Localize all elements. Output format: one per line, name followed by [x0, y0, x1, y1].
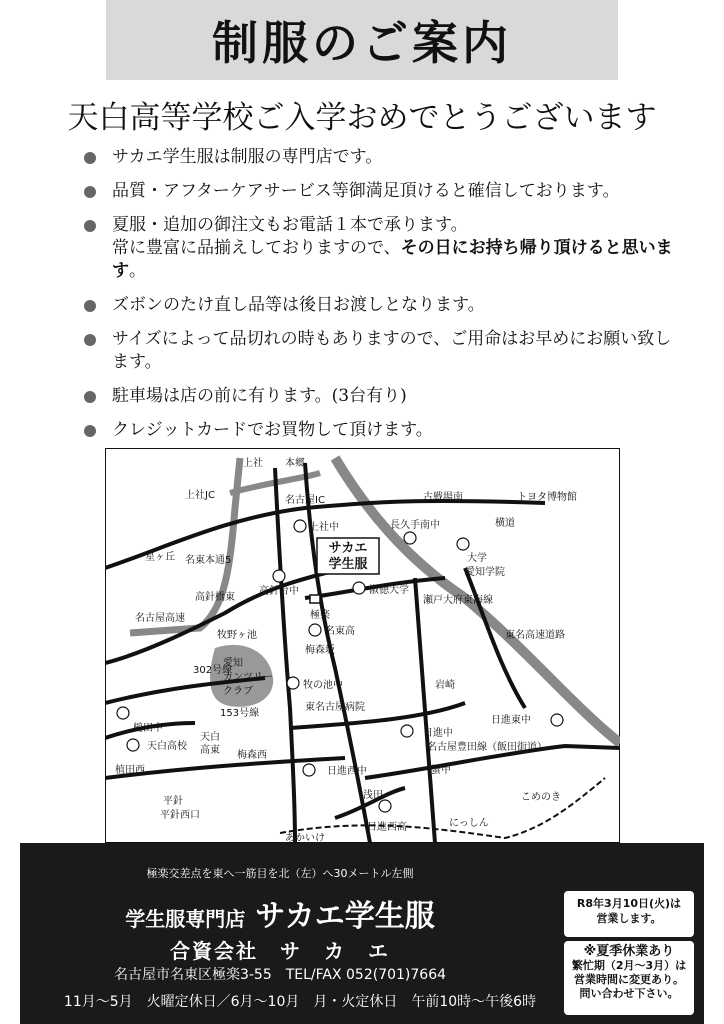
map-label: こめのき [521, 792, 561, 803]
shop-name: サカエ学生服 [255, 899, 435, 934]
business-hours: 11月～5月 火曜定休日／6月～10月 月・火定休日 午前10時～午後6時 [63, 994, 537, 1010]
map-label: 名東高 [325, 626, 355, 637]
list-item: ズボンのたけ直し品等は後日お渡しとなります。 [84, 294, 684, 317]
map-label: にっしん [449, 818, 489, 829]
map-label: あかいけ [285, 833, 325, 843]
map-label: 高東 [200, 745, 220, 756]
notice-line: 問い合わせ下さい。 [579, 987, 679, 1000]
notice-line: R8年3月10日(火)は [576, 897, 682, 910]
notice-title: ※夏季休業あり [583, 944, 675, 959]
map-label: 日進中 [423, 728, 453, 739]
list-item: クレジットカードでお買物して頂けます。 [84, 419, 684, 442]
list-item [84, 214, 684, 283]
map-label: 名東本通5 [185, 555, 232, 566]
address: 名古屋市名東区極楽3-55 TEL/FAX 052(701)7664 [113, 967, 447, 983]
map-label: 蟹甲 [431, 765, 451, 776]
notice-line: 繁忙期（2月～3月）は [571, 959, 687, 972]
map-label: 牧の池中 [303, 680, 343, 691]
map-label: カンツリー [223, 672, 273, 683]
shop-type: 学生服専門店 [125, 907, 246, 931]
notice-line: 営業します。 [596, 912, 662, 925]
shop-label-2: 学生服 [328, 557, 368, 572]
map-label: 植田西 [115, 765, 145, 776]
notice-line: 営業時間に変更あり。 [574, 973, 684, 986]
map-label: 梅森西 [237, 750, 267, 761]
list-item-line: 夏服・追加の御注文もお電話１本で承ります。 [112, 215, 468, 235]
map-label: 横道 [495, 518, 515, 529]
map-label: 本郷 [285, 458, 305, 469]
map-label: 名古屋豊田線（飯田街道） [427, 742, 547, 753]
map-label: 名古屋IC [285, 495, 325, 506]
map-label: クラブ [223, 686, 253, 697]
map-label: 上社 [243, 458, 263, 469]
company-name: 合資会社 サ カ エ [170, 939, 390, 963]
map-label: 長久手南中 [390, 520, 440, 531]
shop-label-1: サカエ [328, 541, 368, 556]
notice-open-day [564, 891, 694, 937]
directions-note: 極楽交差点を東へ一筋目を北（左）へ30メートル左側 [146, 867, 414, 880]
map-label: トヨタ博物館 [517, 492, 577, 503]
map-label: 愛知学院 [465, 567, 505, 578]
map-label: 日進西高 [367, 822, 407, 833]
map-label: 平針西口 [160, 810, 200, 821]
map-label: 大学 [467, 553, 487, 564]
map-label: 日進東中 [491, 715, 531, 726]
map-label: 153号線 [220, 708, 260, 719]
map-label: 牧野ヶ池 [217, 630, 257, 641]
map-label: 瀬戸大府東海線 [423, 595, 493, 606]
notice-summer-closure [564, 941, 694, 1015]
map-label: 愛知 [223, 658, 243, 669]
access-map [105, 448, 620, 843]
map-label: 極楽 [310, 610, 330, 621]
map-label: 東名高速道路 [505, 630, 565, 641]
map-label: 淑徳大学 [369, 585, 409, 596]
list-item: 品質・アフターケアサービス等御満足頂けると確信しております。 [84, 180, 684, 203]
footer [20, 843, 704, 1024]
page-subtitle: 天白高等学校ご入学おめでとうございます [67, 100, 657, 136]
map-label: 名古屋高速 [135, 613, 185, 624]
title-banner [106, 0, 618, 80]
list-item: サイズによって品切れの時もありますので、ご用命はお早めにお願い致します。 [84, 328, 684, 374]
list-item: サカエ学生服は制服の専門店です。 [84, 146, 684, 169]
map-label: 日進西中 [327, 766, 367, 777]
map-label: 梅森坂 [305, 645, 335, 656]
map-label: 浅田 [363, 790, 383, 801]
info-list [84, 146, 684, 453]
map-label: 上社中 [309, 522, 339, 533]
map-label: 天白 [200, 732, 220, 743]
list-item-bold: その日にお持ち帰り頂けると思います [112, 238, 673, 281]
map-label: 古戦場南 [423, 492, 463, 503]
map-label: 平針 [163, 796, 183, 807]
map-label: 槌田中 [133, 723, 163, 734]
shop-marker [310, 595, 320, 603]
list-item: 駐車場は店の前に有ります。(3台有り) [84, 385, 684, 408]
list-item-tail: 。 [129, 261, 146, 281]
map-label: 302号線 [193, 665, 233, 676]
shop-heading [20, 891, 540, 935]
map-label: 星ヶ丘 [145, 552, 175, 563]
map-label: 岩崎 [435, 680, 455, 691]
map-label: 高針台中 [259, 586, 299, 597]
map-label: 高針橋東 [195, 592, 235, 603]
map-label: 天白高校 [147, 741, 187, 752]
map-label: 東名古屋病院 [305, 702, 365, 713]
page-title: 制服のご案内 [212, 16, 512, 70]
map-label: 上社JC [185, 490, 215, 501]
list-item-line: 常に豊富に品揃えしておりますので、 [112, 238, 401, 258]
